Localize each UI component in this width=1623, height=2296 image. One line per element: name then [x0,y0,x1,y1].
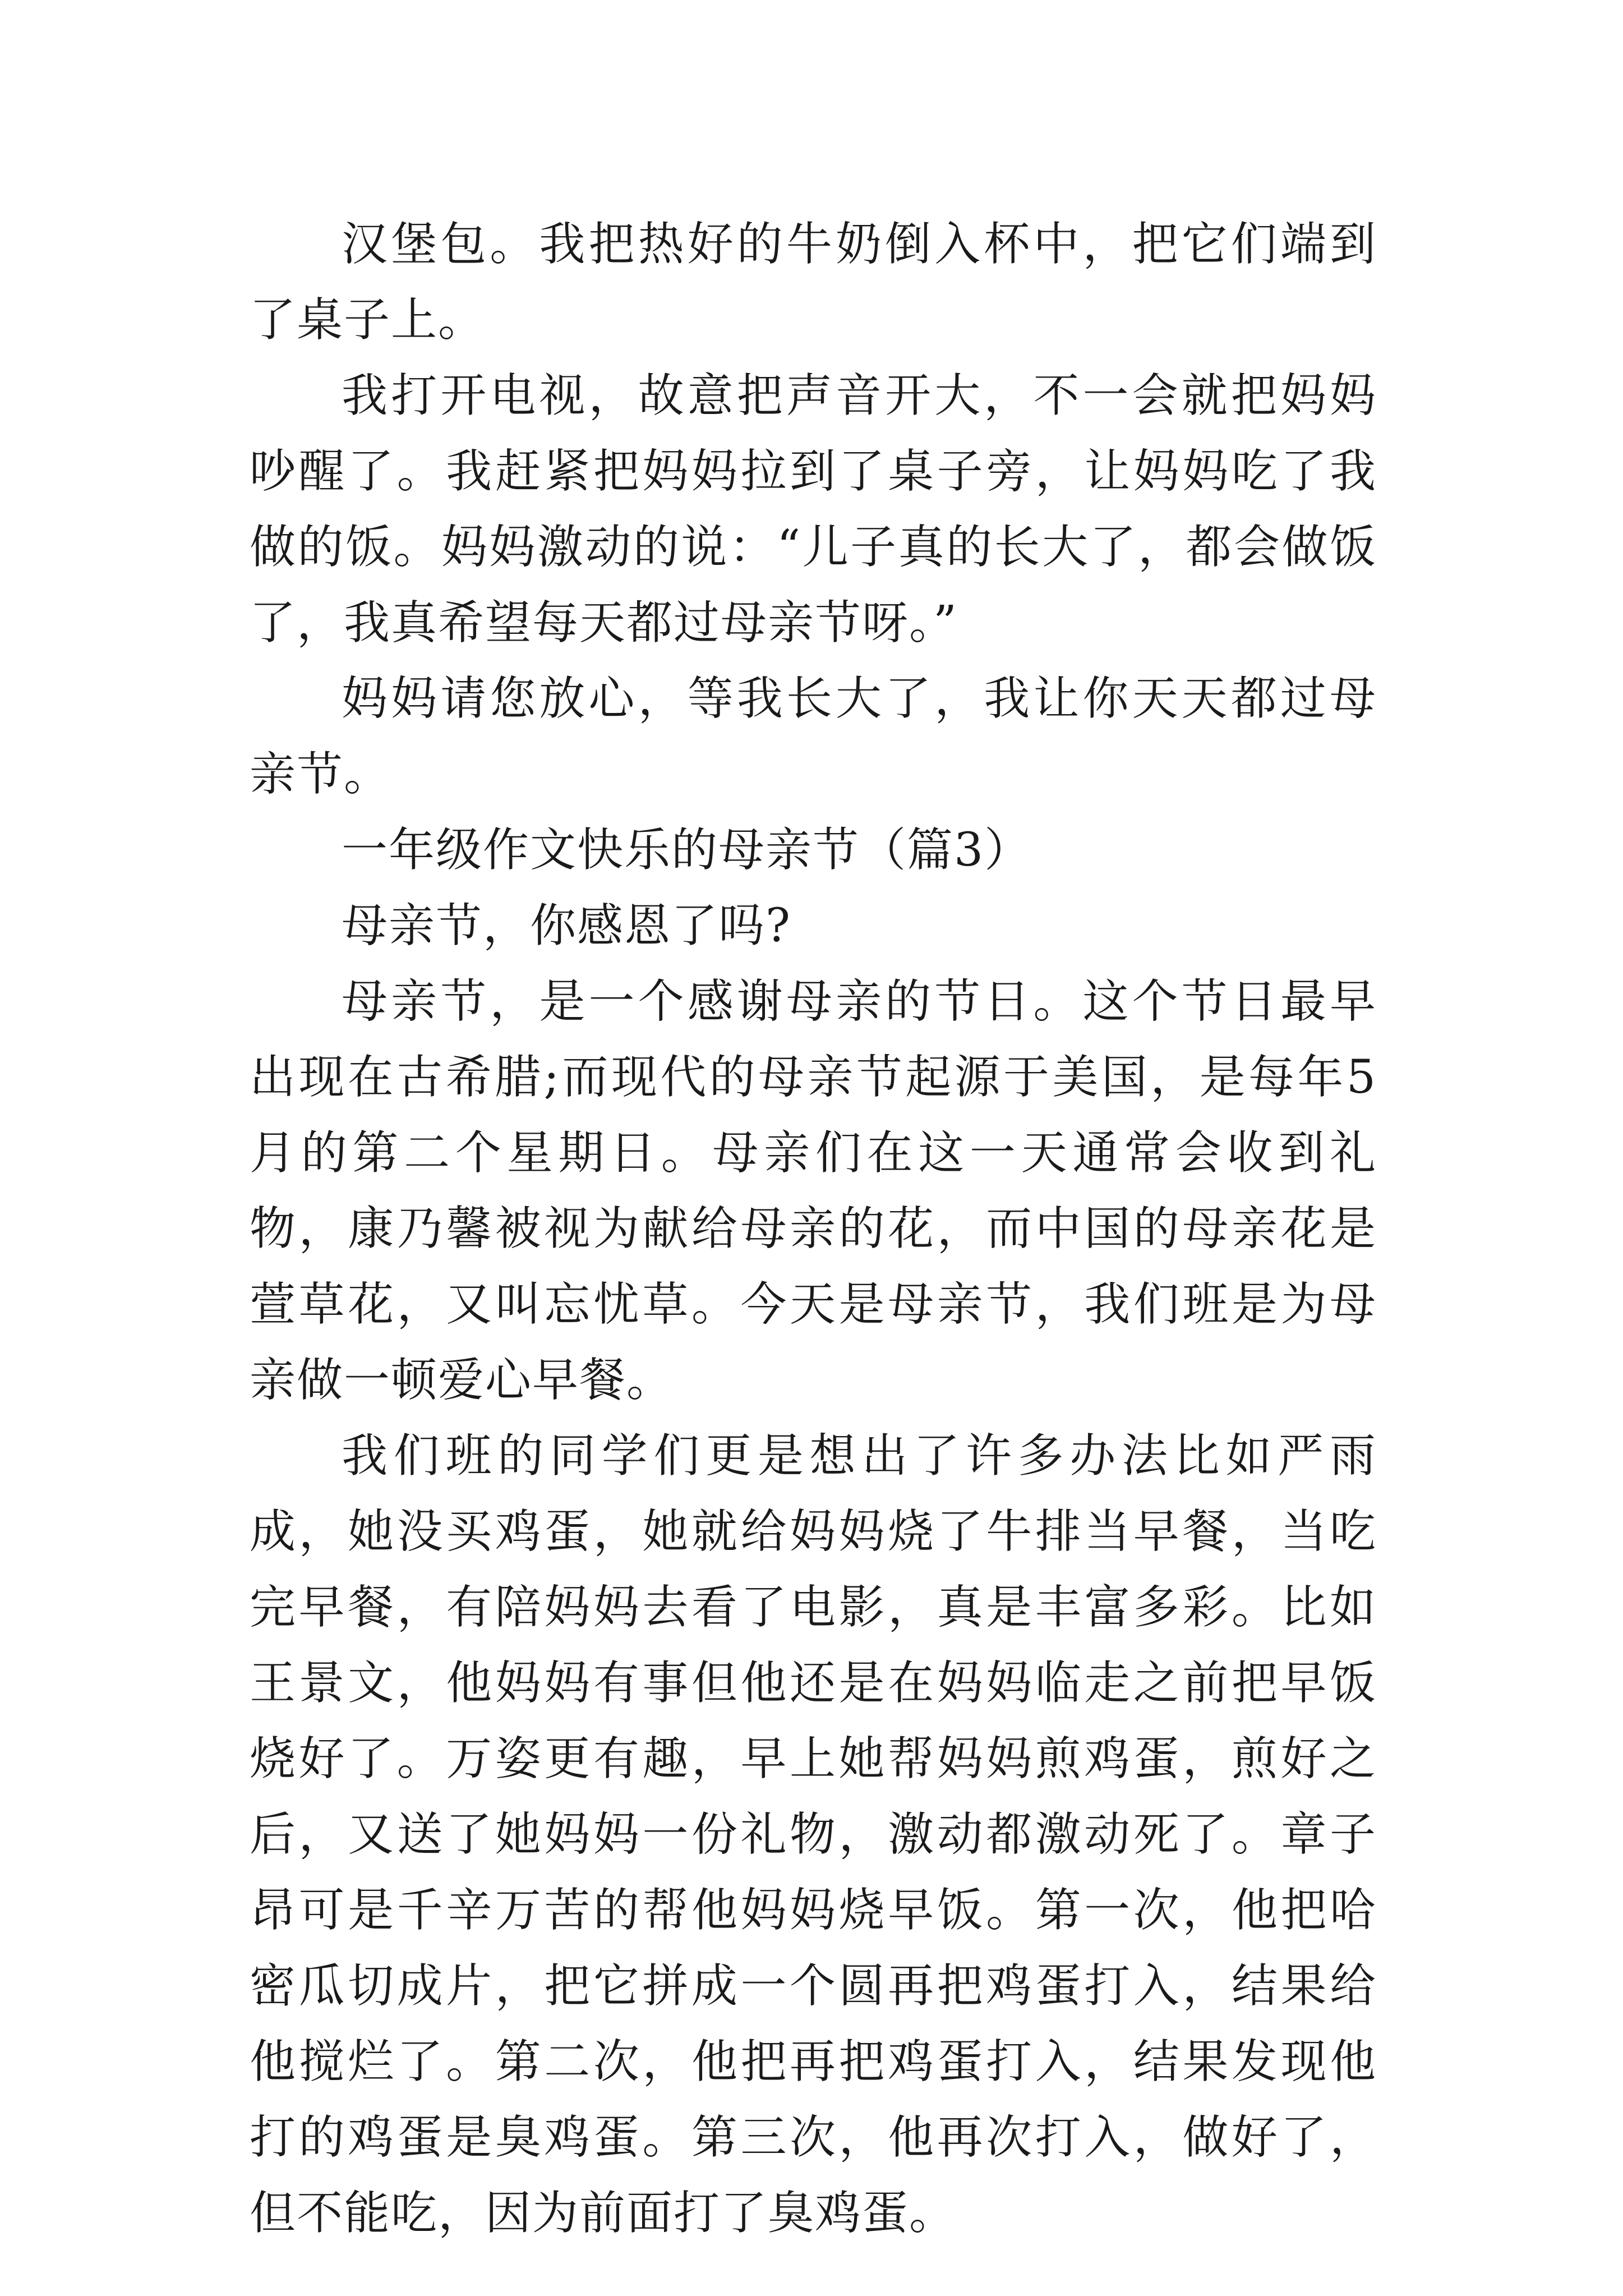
paragraph-7: 我们班的同学们更是想出了许多办法比如严雨成，她没买鸡蛋，她就给妈妈烧了牛排当早餐，当吃完早餐，有陪妈妈去看了电影，真是丰富多彩。比如王景文，他妈妈有事但他还是在妈妈临走之前把早饭烧好了。万姿更有趣，早上她帮妈妈煎鸡蛋，煎好之后，又送了她妈妈一份礼物，激动都激动死了。章子昂可是千辛万苦的帮他妈妈烧早饭。第一次，他把哈密瓜切成片，把它拼成一个圆再把鸡蛋打入，结果给他搅烂了。第二次，他把再把鸡蛋打入，结果发现他打的鸡蛋是臭鸡蛋。第三次，他再次打入，做好了，但不能吃，因为前面打了臭鸡蛋。 [250,1429,1377,2240]
section-heading: 一年级作文快乐的母亲节（篇3） [342,823,1032,877]
document-body [250,206,1377,2251]
paragraph-1: 汉堡包。我把热好的牛奶倒入杯中，把它们端到了桌子上。 [250,218,1377,347]
paragraph-2: 我打开电视，故意把声音开大，不一会就把妈妈吵醒了。我赶紧把妈妈拉到了桌子旁，让妈妈吃了我做的饭。妈妈激动的说：“儿子真的长大了，都会做饭了，我真希望每天都过母亲节呀。” [250,369,1377,650]
paragraph-3: 妈妈请您放心，等我长大了，我让你天天都过母亲节。 [250,672,1377,801]
paragraph-5: 母亲节，你感恩了吗? [342,899,791,953]
paragraph-6: 母亲节，是一个感谢母亲的节日。这个节日最早出现在古希腊;而现代的母亲节起源于美国，是每年5月的第二个星期日。母亲们在这一天通常会收到礼物，康乃馨被视为献给母亲的花，而中国的母亲花是萱草花，又叫忘忧草。今天是母亲节，我们班是为母亲做一顿爱心早餐。 [250,975,1377,1407]
